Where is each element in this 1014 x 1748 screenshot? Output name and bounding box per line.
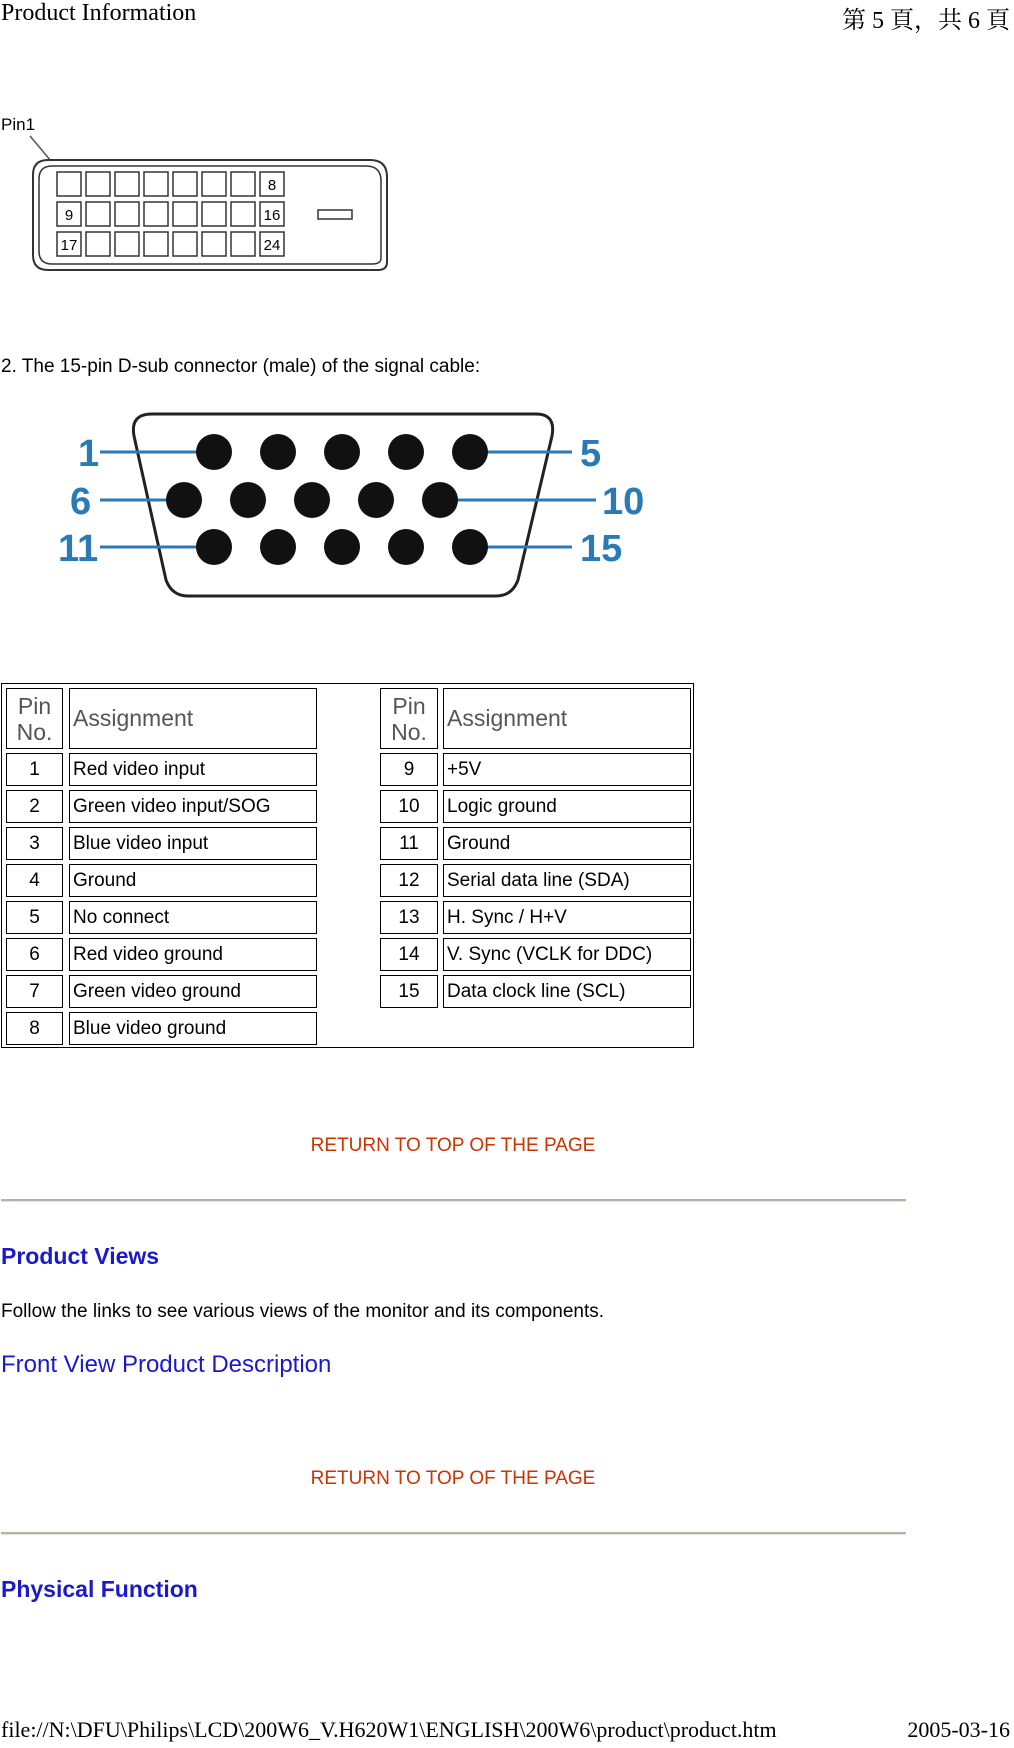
pin-number-cell: 8 [6, 1012, 63, 1045]
dsub-pin [196, 529, 232, 565]
dsub-pin [388, 434, 424, 470]
dsub-pin [324, 434, 360, 470]
dsub-pin [452, 529, 488, 565]
pin-assignment-cell: Serial data line (SDA) [443, 864, 691, 897]
dsub-pin [260, 529, 296, 565]
dvi-pin [115, 202, 139, 226]
pin-number-cell: 15 [380, 975, 438, 1008]
dsub-pin-label: 10 [602, 481, 645, 523]
dsub-pin [422, 482, 458, 518]
dvi-pin-label: 17 [60, 237, 78, 254]
dsub-pin [294, 482, 330, 518]
dvi-pin [115, 172, 139, 196]
dsub-pin [324, 529, 360, 565]
pin-assignment-cell: Green video ground [69, 975, 317, 1008]
pin-assignment-cell: Logic ground [443, 790, 691, 823]
pin-number-cell: 13 [380, 901, 438, 934]
dsub-caption: 2. The 15-pin D-sub connector (male) of the signal cable: [1, 356, 481, 377]
dvi-pin [144, 202, 168, 226]
pin-assignment-cell: No connect [69, 901, 317, 934]
header-pin-no-right: Pin No. [380, 688, 438, 749]
pin-number-cell: 1 [6, 753, 63, 786]
dvi-pin [173, 202, 197, 226]
dsub-pin-label: 15 [580, 528, 623, 570]
pin1-label: Pin1 [1, 115, 36, 134]
header-pin-no-left: Pin No. [6, 688, 63, 749]
pin-assignment-cell: Red video input [69, 753, 317, 786]
front-view-link[interactable]: Front View Product Description [1, 1351, 332, 1378]
dsub-pin-label: 11 [58, 528, 99, 570]
return-to-top-link[interactable]: RETURN TO TOP OF THE PAGE [310, 1135, 596, 1156]
dsub-pin [196, 434, 232, 470]
header-assignment-left: Assignment [69, 688, 317, 749]
pin-assignment-cell: H. Sync / H+V [443, 901, 691, 934]
page-indicator: 第 5 頁，共 6 頁 [842, 8, 1010, 34]
dvi-pin [86, 172, 110, 196]
dvi-pin [231, 172, 255, 196]
physical-function-title: Physical Function [1, 1576, 198, 1602]
dvi-connector-diagram [0, 112, 400, 285]
pin-number-cell: 11 [380, 827, 438, 860]
pin-number-cell: 9 [380, 753, 438, 786]
dsub-pin-label: 1 [78, 433, 100, 475]
pin-number-cell: 4 [6, 864, 63, 897]
pin-assignment-cell: Red video ground [69, 938, 317, 971]
pin-assignment-cell: Data clock line (SCL) [443, 975, 691, 1008]
dvi-pin-label: 9 [64, 207, 74, 224]
pin-number-cell: 10 [380, 790, 438, 823]
dsub-pin [260, 434, 296, 470]
product-views-description: Follow the links to see various views of the monitor and its components. [1, 1301, 605, 1322]
dvi-pin [173, 232, 197, 256]
dvi-pin-label: 16 [263, 207, 281, 224]
pin-number-cell: 7 [6, 975, 63, 1008]
dsub-connector-diagram [56, 400, 656, 615]
pin-assignment-table [1, 683, 694, 1048]
dvi-pin [202, 172, 226, 196]
return-to-top-link-2[interactable]: RETURN TO TOP OF THE PAGE [310, 1468, 596, 1489]
dvi-pin-label: 24 [263, 237, 281, 254]
dvi-pin [86, 232, 110, 256]
dvi-pin [231, 232, 255, 256]
pin-assignment-cell: V. Sync (VCLK for DDC) [443, 938, 691, 971]
dvi-pin [202, 232, 226, 256]
pin-number-cell: 6 [6, 938, 63, 971]
pin-number-cell: 2 [6, 790, 63, 823]
product-views-title: Product Views [1, 1243, 160, 1269]
pin-assignment-cell: Blue video ground [69, 1012, 317, 1045]
pin-number-cell: 14 [380, 938, 438, 971]
dsub-pin-label: 5 [580, 433, 602, 475]
footer-file-path: file://N:\DFU\Philips\LCD\200W6_V.H620W1\ENGLISH\200W6\product\product.htm [1, 1717, 777, 1742]
pin-number-cell: 5 [6, 901, 63, 934]
pin-number-cell: 12 [380, 864, 438, 897]
page-header-title: Product Information [1, 0, 197, 26]
dsub-pin [452, 434, 488, 470]
pin-assignment-cell: Ground [443, 827, 691, 860]
divider-2 [1, 1532, 906, 1535]
pin-number-cell: 3 [6, 827, 63, 860]
dsub-pin [358, 482, 394, 518]
pin-assignment-cell: Green video input/SOG [69, 790, 317, 823]
dvi-pin [115, 232, 139, 256]
dvi-pin [144, 172, 168, 196]
footer-date: 2005-03-16 [907, 1717, 1010, 1742]
pin-assignment-cell: Ground [69, 864, 317, 897]
dvi-pin [173, 172, 197, 196]
dsub-pin [166, 482, 202, 518]
dvi-pin-label: 8 [267, 177, 277, 194]
dvi-pin [86, 202, 110, 226]
dsub-pin-label: 6 [70, 481, 92, 523]
pin-assignment-cell: +5V [443, 753, 691, 786]
dsub-pin [388, 529, 424, 565]
dsub-pin [230, 482, 266, 518]
dvi-pin [231, 202, 255, 226]
header-assignment-right: Assignment [443, 688, 691, 749]
dvi-pin [144, 232, 168, 256]
dvi-pin [57, 172, 81, 196]
pin-assignment-cell: Blue video input [69, 827, 317, 860]
dvi-pin [202, 202, 226, 226]
divider [1, 1199, 906, 1202]
